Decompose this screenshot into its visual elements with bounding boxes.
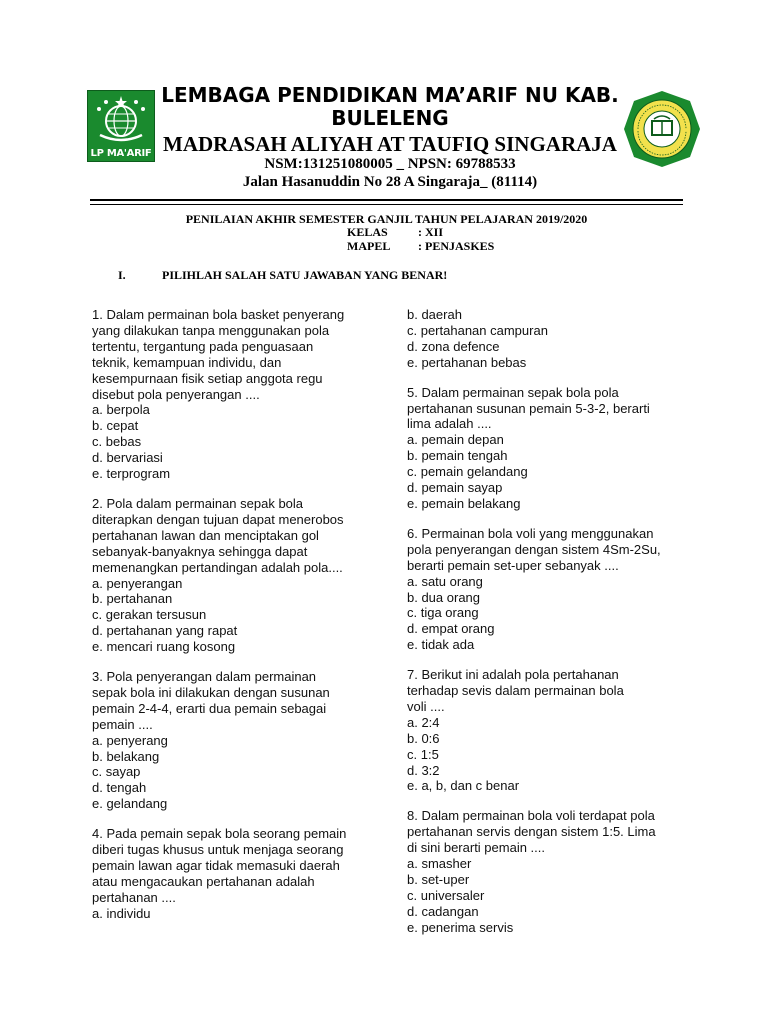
question-8: 8. Dalam permainan bola voli terdapat pola pertahanan servis dengan sistem 1:5. Lima di sini berarti pemain .... a. smasher b. set-uper c. universaler d. cadangan e. penerima servis [407, 808, 656, 935]
question-1: 1. Dalam permainan bola basket penyerang yang dilakukan tanpa menggunakan pola tertentu, tergantung pada penguasaan teknik, kemampuan individu, dan kesempurnaan fisik setiap anggota regu disebut pola penyerangan .... a. berpola b. cepat c. bebas d. bervariasi e. terprogram [92, 307, 345, 482]
nu-globe-emblem-icon [88, 91, 154, 147]
question-7: 7. Berikut ini adalah pola pertahanan terhadap sevis dalam permainan bola voli .... a. 2:4 b. 0:6 c. 1:5 d. 3:2 e. a, b, dan c benar [407, 667, 624, 794]
header-divider-thick [90, 199, 683, 201]
kelas-label: KELAS [347, 225, 388, 239]
question-5: 5. Dalam permainan sepak bola pola pertahanan susunan pemain 5-3-2, berarti lima adalah .... a. pemain depan b. pemain tengah c. pemain gelandang d. pemain sayap e. pemain belakang [407, 384, 650, 511]
exam-title: PENILAIAN AKHIR SEMESTER GANJIL TAHUN PELAJARAN 2019/2020 [185, 212, 588, 226]
mapel-label: MAPEL [347, 239, 391, 253]
question-2: 2. Pola dalam permainan sepak bola diterapkan dengan tujuan dapat menerobos pertahanan lawan dan menciptakan gol sebanyak-banyaknya sehingga dapat memenangkan pertandingan adalah pola.... a. penyerangan b. pertahanan c. gerakan tersusun d. pertahanan yang rapat e. mencari ruang kosong [92, 495, 344, 655]
question-3: 3. Pola penyerangan dalam permainan sepak bola ini dilakukan dengan susunan pemain 2-4-4, erarti dua pemain sebagai pemain .... a. penyerang b. belakang c. sayap d. tengah e. gelandang [92, 669, 330, 812]
institution-title-line2: BULELENG [331, 106, 449, 130]
institution-title-line: LEMBAGA PENDIDIKAN MA’ARIF NU KAB. [161, 83, 619, 107]
seal-emblem-icon [622, 89, 702, 169]
questions-left-column [92, 307, 382, 936]
school-address: Jalan Hasanuddin No 28 A Singaraja_ (81114) [242, 174, 538, 190]
questions-right-column [407, 307, 697, 950]
mapel-value: : PENJASKES [418, 239, 495, 253]
school-name: MADRASAH ALIYAH AT TAUFIQ SINGARAJA [163, 132, 617, 156]
question-6: 6. Permainan bola voli yang menggunakan pola penyerangan dengan sistem 4Sm-2Su, berarti pemain set-uper sebanyak .... a. satu orang b. dua orang c. tiga orang d. empat orang e. tidak ada [407, 525, 661, 653]
institution-title [150, 84, 630, 130]
section-number: I. [118, 268, 126, 282]
school-ids: NSM:131251080005 _ NPSN: 69788533 [264, 156, 516, 172]
question-4-options-cont: b. daerah c. pertahanan campuran d. zona defence e. pertahanan bebas [407, 307, 548, 370]
header-divider-thin [90, 204, 683, 205]
logo-left-label: LP MA'ARIF [90, 148, 152, 159]
kelas-value: : XII [418, 225, 444, 239]
lp-maarif-logo [87, 90, 155, 162]
section-title: PILIHLAH SALAH SATU JAWABAN YANG BENAR! [162, 268, 448, 282]
question-4: 4. Pada pemain sepak bola seorang pemain diberi tugas khusus untuk menjaga seorang pemain lawan agar tidak memasuki daerah atau mengacaukan pertahanan adalah pertahanan .... a. individu [92, 826, 347, 921]
maarif-seal-logo [622, 89, 702, 169]
